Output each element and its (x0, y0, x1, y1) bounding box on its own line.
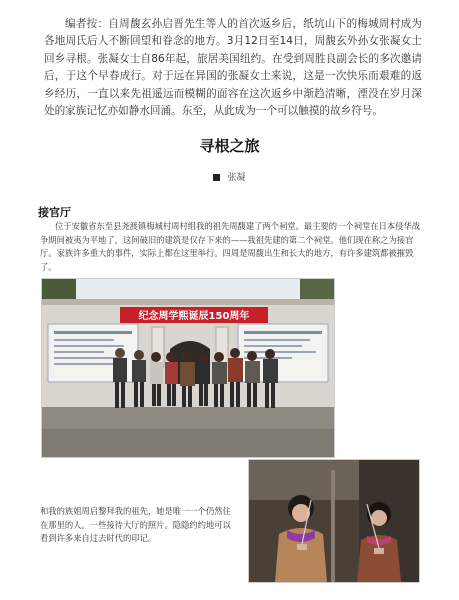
square-bullet-icon (213, 174, 220, 181)
editor-note: 编者按：自周馥玄孙启晋先生等人的首次返乡后，纸坑山下的梅城周村成为各地周氏后人不断回望和眷念的地方。3月12日至14日，周馥玄外孙女张凝女士回乡寻根。张凝女士自86年起，旅居美国纽约。在受到周胜良副会长的多次邀请后，于这个早春成行。对于远在异国的张凝女士来说，这是一次快乐而艰难的返乡经历，一直以来先祖遥远而模糊的面容在这次返乡中渐趋清晰，湮没在岁月深处的家族记忆亦如静水回涌。东至，从此成为一个可以触摸的故乡符号。 (44, 18, 422, 118)
byline (0, 170, 459, 183)
photo-caption: 和我的族姐周启黎拜我的祖先，她是唯一一个仍然住在那里的人。一些接待大厅的照片。隐隐约约地可以看到许多来自过去时代的印记。 (40, 506, 231, 544)
article-title: 寻根之旅 (199, 137, 260, 155)
group-photo (41, 278, 335, 458)
author-name: 张凝 (227, 173, 246, 183)
banner-text: 纪念周学熙诞辰150周年 (138, 311, 250, 322)
incense-photo (248, 459, 420, 583)
body-paragraph: 位于安徽省东至县尧渡镇梅城村周村组我的祖先周馥建了两个祠堂。最主要的一个祠堂在日本侵华战争期间被夷为平地了，这间破旧的建筑是仅存下来的——我祖先建的第二个祠堂。他们现在称之为接官厅。家族许多重大的事件，实际上都在这里举行。四周是周馥出生和长大的地方，有许多建筑都被摧毁了。 (40, 221, 421, 272)
section-heading: 接官厅 (38, 206, 71, 219)
